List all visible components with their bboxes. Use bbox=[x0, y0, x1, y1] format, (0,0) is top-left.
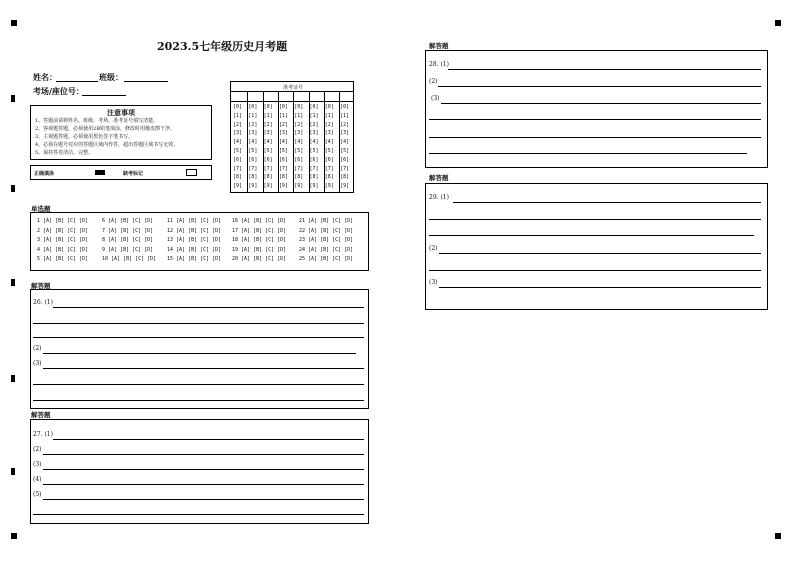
answer-line[interactable] bbox=[448, 69, 761, 70]
answer-line[interactable] bbox=[43, 353, 356, 354]
exam-id-bubble[interactable]: [9] bbox=[263, 183, 273, 190]
mc-question-row[interactable]: 4 [A] [B] [C] [D] bbox=[37, 246, 89, 253]
exam-id-bubble[interactable]: [3] bbox=[340, 130, 350, 137]
mc-question-row[interactable]: 17 [A] [B] [C] [D] bbox=[232, 227, 287, 234]
fill-legend bbox=[30, 165, 212, 180]
exam-id-bubble[interactable]: [3] bbox=[309, 130, 319, 137]
exam-id-bubble[interactable]: [8] bbox=[248, 174, 258, 181]
alignment-mark bbox=[11, 185, 15, 192]
exam-id-bubble[interactable]: [0] bbox=[324, 104, 334, 110]
answer-line[interactable] bbox=[43, 499, 364, 500]
alignment-mark bbox=[11, 468, 15, 475]
exam-id-bubble[interactable]: [3] bbox=[263, 130, 273, 137]
exam-id-bubble[interactable]: [5] bbox=[233, 148, 243, 154]
exam-id-bubble[interactable]: [9] bbox=[309, 183, 319, 190]
exam-id-bubble[interactable]: [3] bbox=[278, 130, 288, 137]
q27-box bbox=[30, 419, 369, 524]
notice-heading: 注意事项 bbox=[107, 108, 135, 117]
exam-id-bubble[interactable]: [3] bbox=[324, 130, 334, 137]
answer-line[interactable] bbox=[43, 454, 364, 455]
answer-line[interactable] bbox=[439, 287, 761, 288]
exam-id-bubble[interactable]: [1] bbox=[309, 112, 319, 119]
exam-id-bubble[interactable]: [7] bbox=[294, 165, 304, 172]
exam-id-bubble[interactable]: [8] bbox=[233, 174, 243, 181]
answer-line[interactable] bbox=[438, 86, 761, 87]
section-heading: 解答题 bbox=[429, 42, 449, 50]
exam-id-bubble[interactable]: [3] bbox=[233, 130, 243, 137]
exam-id-bubble[interactable]: [4] bbox=[233, 139, 243, 146]
exam-id-box bbox=[230, 81, 354, 193]
alignment-mark bbox=[11, 20, 17, 26]
question-label: 28. (1) bbox=[429, 61, 449, 68]
section-heading: 解答题 bbox=[31, 411, 51, 419]
mc-question-row[interactable]: 19 [A] [B] [C] [D] bbox=[232, 246, 287, 253]
exam-id-bubble[interactable]: [0] bbox=[340, 104, 350, 110]
exam-id-bubble[interactable]: [4] bbox=[324, 139, 334, 146]
answer-line[interactable] bbox=[439, 253, 761, 254]
answer-line[interactable] bbox=[429, 153, 747, 154]
answer-line[interactable] bbox=[429, 137, 761, 138]
q29-box bbox=[425, 183, 768, 310]
exam-id-bubble[interactable]: [0] bbox=[233, 104, 243, 110]
answer-line[interactable] bbox=[53, 439, 364, 440]
answer-line[interactable] bbox=[33, 323, 364, 324]
filled-bubble-icon bbox=[95, 170, 105, 175]
exam-id-bubble[interactable]: [7] bbox=[278, 165, 288, 172]
exam-id-bubble[interactable]: [4] bbox=[263, 139, 273, 146]
question-label: (2) bbox=[33, 446, 42, 453]
exam-id-bubble[interactable]: [1] bbox=[294, 112, 304, 119]
mc-heading: 单选题 bbox=[31, 205, 51, 213]
question-label: (2) bbox=[429, 245, 438, 252]
answer-line[interactable] bbox=[429, 270, 761, 271]
seat-label: 考场/座位号： bbox=[33, 86, 84, 96]
answer-line[interactable] bbox=[43, 484, 364, 485]
exam-id-label: 准考证号 bbox=[283, 85, 304, 91]
exam-id-bubble[interactable]: [7] bbox=[248, 165, 258, 172]
answer-line[interactable] bbox=[33, 337, 364, 338]
exam-id-bubble[interactable]: [2] bbox=[233, 121, 243, 128]
answer-line[interactable] bbox=[33, 400, 364, 401]
question-label: (3) bbox=[431, 95, 440, 102]
notice-item: 1、答题前请将姓名、班级、考场、准考证号填写清楚。 bbox=[35, 118, 159, 124]
answer-line[interactable] bbox=[43, 368, 364, 369]
exam-id-bubble[interactable]: [1] bbox=[340, 112, 350, 119]
mc-question-row[interactable]: 2 [A] [B] [C] [D] bbox=[37, 227, 89, 234]
alignment-mark bbox=[11, 375, 15, 382]
answer-line[interactable] bbox=[429, 219, 761, 220]
exam-id-bubble[interactable]: [3] bbox=[248, 130, 258, 137]
name-field[interactable] bbox=[56, 81, 98, 82]
mc-question-row[interactable]: 9 [A] [B] [C] [D] bbox=[102, 246, 154, 253]
question-label: (5) bbox=[33, 491, 42, 498]
notice-item: 5、保持答卷清洁、完整。 bbox=[35, 150, 94, 156]
mc-question-row[interactable]: 25 [A] [B] [C] [D] bbox=[299, 256, 354, 262]
exam-id-bubble[interactable]: [8] bbox=[340, 174, 350, 181]
correct-fill-label: 正确填涂 bbox=[34, 171, 55, 177]
exam-id-bubble[interactable]: [7] bbox=[309, 165, 319, 172]
exam-id-bubble[interactable]: [1] bbox=[324, 112, 334, 119]
exam-id-bubble[interactable]: [7] bbox=[340, 165, 350, 172]
notice-item: 4、必须在题号对应的答题区域内作答，超出答题区域书写无效。 bbox=[35, 142, 179, 148]
exam-id-bubble[interactable]: [6] bbox=[324, 156, 334, 163]
mc-question-row[interactable]: 6 [A] [B] [C] [D] bbox=[102, 218, 154, 224]
mc-question-row[interactable]: 10 [A] [B] [C] [D] bbox=[102, 256, 157, 262]
alignment-mark bbox=[11, 279, 15, 286]
page-title: 2023.5七年级历史月考题 bbox=[157, 40, 288, 53]
q28-box bbox=[425, 50, 768, 168]
question-label: 29. (1) bbox=[429, 194, 449, 201]
exam-id-bubble[interactable]: [5] bbox=[263, 148, 273, 154]
answer-line[interactable] bbox=[429, 119, 761, 120]
mc-question-row[interactable]: 16 [A] [B] [C] [D] bbox=[232, 218, 287, 224]
exam-id-bubble[interactable]: [5] bbox=[309, 148, 319, 154]
question-label: (3) bbox=[33, 360, 42, 367]
exam-id-bubble[interactable]: [8] bbox=[294, 174, 304, 181]
exam-id-bubble[interactable]: [3] bbox=[294, 130, 304, 137]
class-label: 班级： bbox=[99, 72, 123, 82]
class-field[interactable] bbox=[124, 81, 168, 82]
exam-id-bubble[interactable]: [8] bbox=[263, 174, 273, 181]
exam-id-bubble[interactable]: [8] bbox=[324, 174, 334, 181]
mc-question-row[interactable]: 13 [A] [B] [C] [D] bbox=[167, 237, 222, 243]
exam-id-bubble[interactable]: [0] bbox=[294, 104, 304, 110]
exam-id-bubble[interactable]: [2] bbox=[263, 121, 273, 128]
mc-question-row[interactable]: 22 [A] [B] [C] [D] bbox=[299, 227, 354, 234]
exam-id-bubble[interactable]: [2] bbox=[309, 121, 319, 128]
exam-id-bubble[interactable]: [6] bbox=[278, 156, 288, 163]
exam-id-bubble[interactable]: [9] bbox=[340, 183, 350, 190]
exam-id-bubble[interactable]: [9] bbox=[294, 183, 304, 190]
exam-id-bubble[interactable]: [1] bbox=[248, 112, 258, 119]
absent-checkbox[interactable] bbox=[186, 169, 197, 176]
mc-question-row[interactable]: 21 [A] [B] [C] [D] bbox=[299, 218, 354, 224]
absent-mark-label: 缺考标记 bbox=[123, 171, 144, 177]
exam-id-bubble[interactable]: [7] bbox=[324, 165, 334, 172]
exam-id-bubble[interactable]: [1] bbox=[233, 112, 243, 119]
answer-line[interactable] bbox=[429, 235, 754, 236]
exam-id-bubble[interactable]: [8] bbox=[278, 174, 288, 181]
mc-question-row[interactable]: 8 [A] [B] [C] [D] bbox=[102, 237, 154, 243]
question-label: (3) bbox=[33, 461, 42, 468]
exam-id-bubble[interactable]: [1] bbox=[263, 112, 273, 119]
exam-id-bubble[interactable]: [1] bbox=[278, 112, 288, 119]
alignment-mark bbox=[11, 95, 15, 102]
exam-id-bubble[interactable]: [9] bbox=[248, 183, 258, 190]
exam-id-bubble[interactable]: [7] bbox=[233, 165, 243, 172]
mc-question-row[interactable]: 20 [A] [B] [C] [D] bbox=[232, 256, 287, 262]
exam-id-bubble[interactable]: [9] bbox=[324, 183, 334, 190]
answer-line[interactable] bbox=[453, 202, 761, 203]
section-heading: 解答题 bbox=[31, 282, 51, 290]
mc-box bbox=[30, 212, 369, 271]
exam-id-bubble[interactable]: [6] bbox=[309, 156, 319, 163]
exam-id-bubble[interactable]: [5] bbox=[278, 148, 288, 154]
notice-item: 2、客观题答题，必须使用2B铅笔填涂，修改时用橡皮擦干净。 bbox=[35, 126, 176, 132]
exam-id-bubble[interactable]: [4] bbox=[340, 139, 350, 146]
mc-question-row[interactable]: 24 [A] [B] [C] [D] bbox=[299, 246, 354, 253]
mc-question-row[interactable]: 11 [A] [B] [C] [D] bbox=[167, 218, 222, 224]
exam-id-bubble[interactable]: [2] bbox=[324, 121, 334, 128]
mc-question-row[interactable]: 5 [A] [B] [C] [D] bbox=[37, 256, 89, 262]
exam-id-bubble[interactable]: [5] bbox=[248, 148, 258, 154]
exam-id-bubble[interactable]: [4] bbox=[248, 139, 258, 146]
exam-id-bubble[interactable]: [4] bbox=[309, 139, 319, 146]
exam-id-bubble[interactable]: [2] bbox=[340, 121, 350, 128]
exam-id-bubble[interactable]: [0] bbox=[248, 104, 258, 110]
answer-line[interactable] bbox=[441, 103, 761, 104]
answer-line[interactable] bbox=[53, 307, 364, 308]
exam-id-bubble[interactable]: [4] bbox=[294, 139, 304, 146]
alignment-mark bbox=[775, 20, 781, 26]
exam-id-bubble[interactable]: [2] bbox=[278, 121, 288, 128]
exam-id-bubble[interactable]: [6] bbox=[340, 156, 350, 163]
mc-question-row[interactable]: 7 [A] [B] [C] [D] bbox=[102, 227, 154, 234]
exam-id-bubble[interactable]: [6] bbox=[263, 156, 273, 163]
exam-id-bubble[interactable]: [4] bbox=[278, 139, 288, 146]
section-heading: 解答题 bbox=[429, 174, 449, 182]
alignment-mark bbox=[775, 533, 781, 539]
mc-question-row[interactable]: 23 [A] [B] [C] [D] bbox=[299, 237, 354, 243]
question-label: (2) bbox=[429, 78, 438, 85]
exam-id-bubble[interactable]: [5] bbox=[294, 148, 304, 154]
exam-id-bubble[interactable]: [9] bbox=[278, 183, 288, 190]
exam-id-bubble[interactable]: [7] bbox=[263, 165, 273, 172]
exam-id-bubble[interactable]: [0] bbox=[309, 104, 319, 110]
q26-box bbox=[30, 289, 369, 409]
question-label: (2) bbox=[33, 345, 42, 352]
alignment-mark bbox=[11, 533, 17, 539]
mc-question-row[interactable]: 14 [A] [B] [C] [D] bbox=[167, 246, 222, 253]
question-label: (3) bbox=[429, 279, 438, 286]
answer-line[interactable] bbox=[33, 514, 364, 515]
answer-line[interactable] bbox=[33, 384, 364, 385]
exam-id-bubble[interactable]: [6] bbox=[233, 156, 243, 163]
exam-id-bubble[interactable]: [9] bbox=[233, 183, 243, 190]
exam-id-bubble[interactable]: [5] bbox=[324, 148, 334, 154]
question-label: 26. (1) bbox=[33, 299, 53, 306]
exam-id-bubble[interactable]: [8] bbox=[309, 174, 319, 181]
mc-question-row[interactable]: 18 [A] [B] [C] [D] bbox=[232, 237, 287, 243]
exam-id-bubble[interactable]: [0] bbox=[263, 104, 273, 110]
mc-question-row[interactable]: 12 [A] [B] [C] [D] bbox=[167, 227, 222, 234]
exam-id-bubble[interactable]: [6] bbox=[248, 156, 258, 163]
mc-question-row[interactable]: 15 [A] [B] [C] [D] bbox=[167, 256, 222, 262]
notice-box bbox=[30, 105, 212, 160]
question-label: 27. (1) bbox=[33, 431, 53, 438]
mc-question-row[interactable]: 3 [A] [B] [C] [D] bbox=[37, 237, 89, 243]
exam-id-bubble[interactable]: [0] bbox=[278, 104, 288, 110]
exam-id-bubble[interactable]: [5] bbox=[340, 148, 350, 154]
question-label: (4) bbox=[33, 476, 42, 483]
seat-field[interactable] bbox=[82, 95, 126, 96]
notice-item: 3、主观题答题，必须使用黑色签字笔书写。 bbox=[35, 134, 134, 140]
exam-id-bubble[interactable]: [2] bbox=[294, 121, 304, 128]
exam-id-bubble[interactable]: [2] bbox=[248, 121, 258, 128]
mc-question-row[interactable]: 1 [A] [B] [C] [D] bbox=[37, 218, 89, 224]
exam-id-bubble[interactable]: [6] bbox=[294, 156, 304, 163]
name-label: 姓名： bbox=[33, 72, 57, 82]
answer-line[interactable] bbox=[43, 469, 364, 470]
